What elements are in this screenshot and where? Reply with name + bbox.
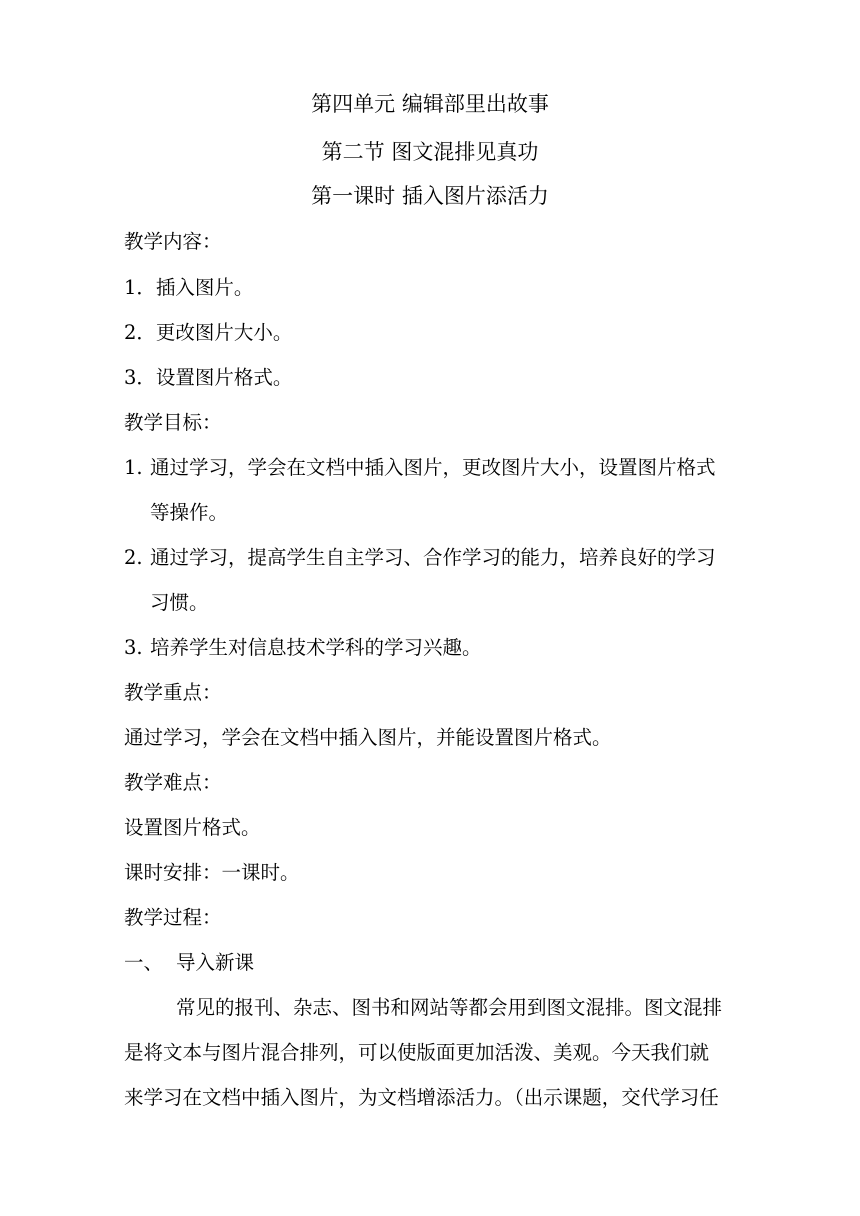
goal-2-line2: 习惯。	[150, 591, 209, 614]
goal-2-line1: 通过学习，提高学生自主学习、合作学习的能力，培养良好的学习	[150, 546, 716, 569]
goal-3-num: 3.	[124, 636, 143, 659]
content-item-1	[124, 276, 253, 300]
goal-1-line1: 通过学习，学会在文档中插入图片，更改图片大小，设置图片格式	[150, 456, 716, 479]
step-1-title: 导入新课	[176, 951, 255, 974]
content-item-3-num: 3．	[124, 366, 156, 389]
difficulty-text: 设置图片格式。	[124, 816, 261, 839]
goals-heading: 教学目标：	[124, 411, 222, 434]
content-heading: 教学内容：	[124, 230, 222, 253]
content-item-2-text: 更改图片大小。	[155, 321, 293, 344]
section-title: 第二节 图文混排见真功	[321, 140, 539, 164]
content-item-1-num: 1．	[124, 276, 156, 299]
lesson-title: 第一课时 插入图片添活力	[311, 184, 549, 208]
intro-paragraph-line-3: 来学习在文档中插入图片，为文档增添活力。（出示课题，交代学习任	[124, 1086, 719, 1109]
content-item-3-text: 设置图片格式。	[155, 366, 293, 389]
process-heading: 教学过程：	[124, 906, 222, 929]
difficulty-heading: 教学难点：	[124, 771, 222, 794]
content-item-1-text: 插入图片。	[155, 276, 254, 299]
goal-2-num: 2.	[124, 546, 143, 569]
goal-3-line1: 培养学生对信息技术学科的学习兴趣。	[150, 636, 482, 659]
unit-title: 第四单元 编辑部里出故事	[311, 92, 549, 116]
content-item-3	[124, 366, 292, 390]
intro-paragraph-line-2: 是将文本与图片混合排列，可以使版面更加活泼、美观。今天我们就	[124, 1041, 710, 1064]
schedule-text: 课时安排：一课时。	[124, 861, 300, 884]
step-1-num: 一、	[124, 951, 164, 974]
intro-paragraph-line-1: 常见的报刊、杂志、图书和网站等都会用到图文混排。图文混排	[176, 996, 723, 1019]
content-item-2	[124, 321, 292, 345]
key-point-text: 通过学习，学会在文档中插入图片，并能设置图片格式。	[124, 726, 612, 749]
key-point-heading: 教学重点：	[124, 681, 222, 704]
content-item-2-num: 2．	[124, 321, 156, 344]
goal-1-num: 1.	[124, 456, 143, 479]
goal-1-line2: 等操作。	[150, 501, 229, 524]
